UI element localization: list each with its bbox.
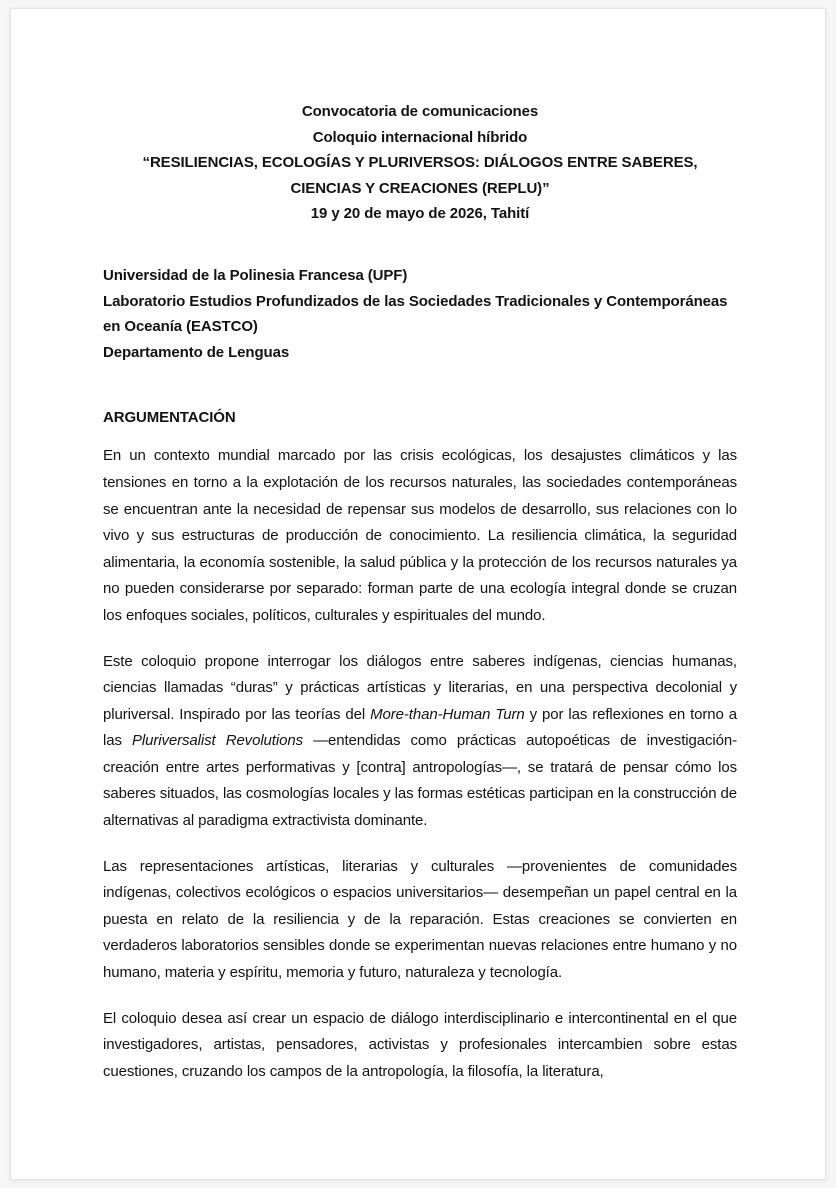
title-block <box>103 99 737 227</box>
document-page <box>10 8 826 1180</box>
title-line-4: CIENCIAS Y CREACIONES (REPLU)” <box>290 179 550 197</box>
paragraph <box>103 1006 737 1086</box>
italic-text-run: More-than-Human Turn <box>370 705 525 723</box>
text-run: —entendidas como prácticas autopoéticas de investigación-creación entre artes performativas y [contra] antropologías—, se tratará de pensar cómo los saberes situados, las cosmologías locales y las formas estéticas participan en la construcción de alternativas al paradigma extractivista dominante. <box>103 732 737 830</box>
text-run: Este coloquio propone interrogar los diálogos entre saberes indígenas, ciencias humanas, ciencias llamadas “duras” y prácticas artísticas y literarias, en una perspectiva decolonial y pluriversal. Inspirado por las teorías del <box>103 652 737 723</box>
affiliation-block <box>103 263 737 365</box>
text-run: Las representaciones artísticas, literarias y culturales —provenientes de comunidades indígenas, colectivos ecológicos o espacios universitarios— desempeñan un papel central en la puesta en relato de la resiliencia y de la reparación. Estas creaciones se convierten en verdaderos laboratorios sensibles donde se experimentan nuevas relaciones entre humano y no humano, materia y espíritu, memoria y futuro, naturaleza y tecnología. <box>103 857 737 982</box>
text-run: y por las reflexiones en torno a las <box>103 705 737 750</box>
italic-text-run: Pluriversalist Revolutions <box>131 732 303 750</box>
argument-paragraphs <box>103 443 737 1085</box>
page-content <box>11 9 825 1085</box>
text-run: En un contexto mundial marcado por las crisis ecológicas, los desajustes climáticos y las tensiones en torno a la explotación de los recursos naturales, las sociedades contemporáneas se encuentran ante la necesidad de repensar sus modelos de desarrollo, sus relaciones con lo vivo y sus estructuras de producción de conocimiento. La resiliencia climática, la seguridad alimentaria, la economía sostenible, la salud pública y la protección de los recursos naturales ya no pueden considerarse por separado: forman parte de una ecología integral donde se cruzan los enfoques sociales, políticos, culturales y espirituales del mundo. <box>103 447 737 624</box>
affiliation-university: Universidad de la Polinesia Francesa (UPF) <box>103 266 408 284</box>
section-heading-argumentacion: ARGUMENTACIÓN <box>103 409 236 427</box>
title-line-3: “RESILIENCIAS, ECOLOGÍAS Y PLURIVERSOS: DIÁLOGOS ENTRE SABERES, <box>142 154 698 172</box>
paragraph <box>103 649 737 835</box>
affiliation-laboratory: Laboratorio Estudios Profundizados de las Sociedades Tradicionales y Contemporáneas en Oceanía (EASTCO) <box>103 292 728 336</box>
paragraph <box>103 443 737 629</box>
title-line-1: Convocatoria de comunicaciones <box>301 103 539 120</box>
event-date-location: 19 y 20 de mayo de 2026, Tahití <box>310 205 530 223</box>
title-line-2: Coloquio internacional híbrido <box>312 128 528 146</box>
paragraph <box>103 854 737 987</box>
affiliation-department: Departamento de Lenguas <box>103 343 290 361</box>
text-run: El coloquio desea así crear un espacio de diálogo interdisciplinario e intercontinental en el que investigadores, artistas, pensadores, activistas y profesionales intercambien sobre estas cuestiones, cruzando los campos de la antropología, la filosofía, la literatura, <box>103 1009 737 1080</box>
